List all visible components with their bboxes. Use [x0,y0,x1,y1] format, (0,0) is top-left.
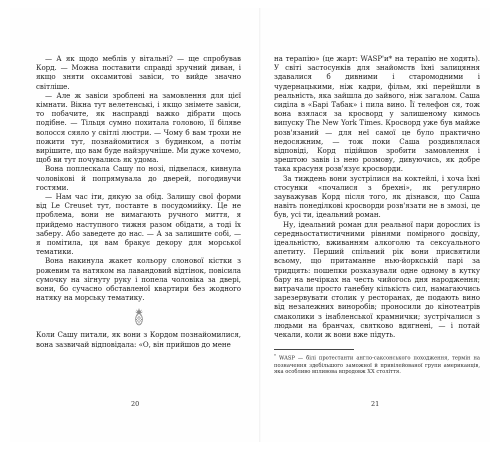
right-paragraph-1: на терапію» (це жарт: WASP'и* на терапію не ходять). У світі застосунків для знайомств їхні залицяння здавалися б дивними і старомодними і чудернацькими, ніж кадри, фільм, які перейшли в реальність, яка зайшла до зайвого, ніж загалом. Саша сиділа в «Барі Табак» і пила вино. Її телефон ся, тож вона взялася за кросворд у залишеному кимось випуску The New York Times. Кросворд уже був майже розв'язаний — для неї самої це було практично недосяжним, — тож поки Саша роздивлялася відповіді, Корд підійшов зробити замовлення і зрештою завів із нею розмову, дивуючись, як добре така красуня розв'язує кросворди. [274,54,480,174]
left-paragraph-after-ornament: Коли Сашу питали, як вони з Кордом познайомилися, вона зазвичай відповідала: «О, він прийшов до мене [36,330,241,349]
page-number-left: 20 [131,400,140,408]
book-gutter [259,8,261,442]
left-paragraph-5: Вона накинула жакет кольору слонової кістки з рожевим та натяком на лавандовий відтінок, повісила сумочку на зігнуту руку і попела чоловіка за двері, вони, бо сучасно обставленої квартири без жодного натяку на морську тематику. [36,256,241,303]
footnote [274,353,480,376]
left-paragraph-1: — А як щодо меблів у вітальні? — ще спробував Корд. — Можна поставити справді зручний диван, і якщо зняти оксамитові завіси, то вийде значно світліше. [36,54,241,91]
footnote-text: WASP — білі протестанти англо-саксонського походження, термін на позначення здебільшого заможної й привілейованої групи американців, яка особливо впливова впродовж XX століття. [274,356,481,376]
pineapple-ornament-icon [36,306,241,328]
book-spread [10,8,490,442]
left-page [36,54,241,349]
left-paragraph-4: — Нам час іти, дякую за обід. Залишу свої форми від Le Creuset тут, поставте в посудомийку. Це не проблема, вони не вимагають ручного миття, я прийдемо наступного тижня разом обідати, а тоді їх заберу. Або заведете до нас. — А за залишите собі, — я помітила, ця вам бракує декору для морської тематики. [36,192,241,257]
left-paragraph-2: — Але ж завіси зроблені на замовлення для цієї кімнати. Вікна тут велетенські, і якщо знімете завіси, то побачите, як насправді важко дібрати щось подібне. — Тільця сумно похитала головою, її біляве волосся сяяло у світлі люстри. — Чому б вам трохи не пожити тут, познайомитися з будинком, а потім вирішите, що вам буде найзручніше. Ми дуже хочемо, щоб ви тут почувались як удома. [36,90,241,165]
footnote-divider [274,349,354,350]
left-paragraph-3: Вона поплескала Сашу по нозі, підвелася, кивнула чоловікові й попрямувала до дверей, погодивучи гостями. [36,164,241,192]
page-number-right: 21 [371,400,380,408]
footnote-marker: * [274,353,276,359]
right-paragraph-2: За тиждень вони зустрілися на коктейлі, і хоча їхні стосунки «почалися з брехні», як регулярно зауважував Корд після того, як дізнався, що Саша навіть понеділкові кросворди розв'язати не в змозі, це був, усі ти, ідеальний роман. [274,173,480,220]
right-paragraph-3: Ну, ідеальний роман для реальної пари дорослих із середньостатистичними рівнями помірного досвіду, ідеальністю, вживанням алкоголю та сексуального апетиту. Перший спільний рік вони присвятили всьому, що притаманне нью-йоркській парі за тридцять: пошепки розказували одне одному в кутку бару на вечірках на честь чийогось дня народження; витрачали просто ганебну кількість сил, намагаючись зарезервувати столик у ресторанах, де подають вино від незалежних виноробів; проносили до кінотеатрів смаколики з інабленської крамнички; зустрічалися з людьми на бранчах, святково вдягнені, — і потай чекали, коли ж вони вже підуть. [274,219,480,340]
right-page [274,54,480,376]
